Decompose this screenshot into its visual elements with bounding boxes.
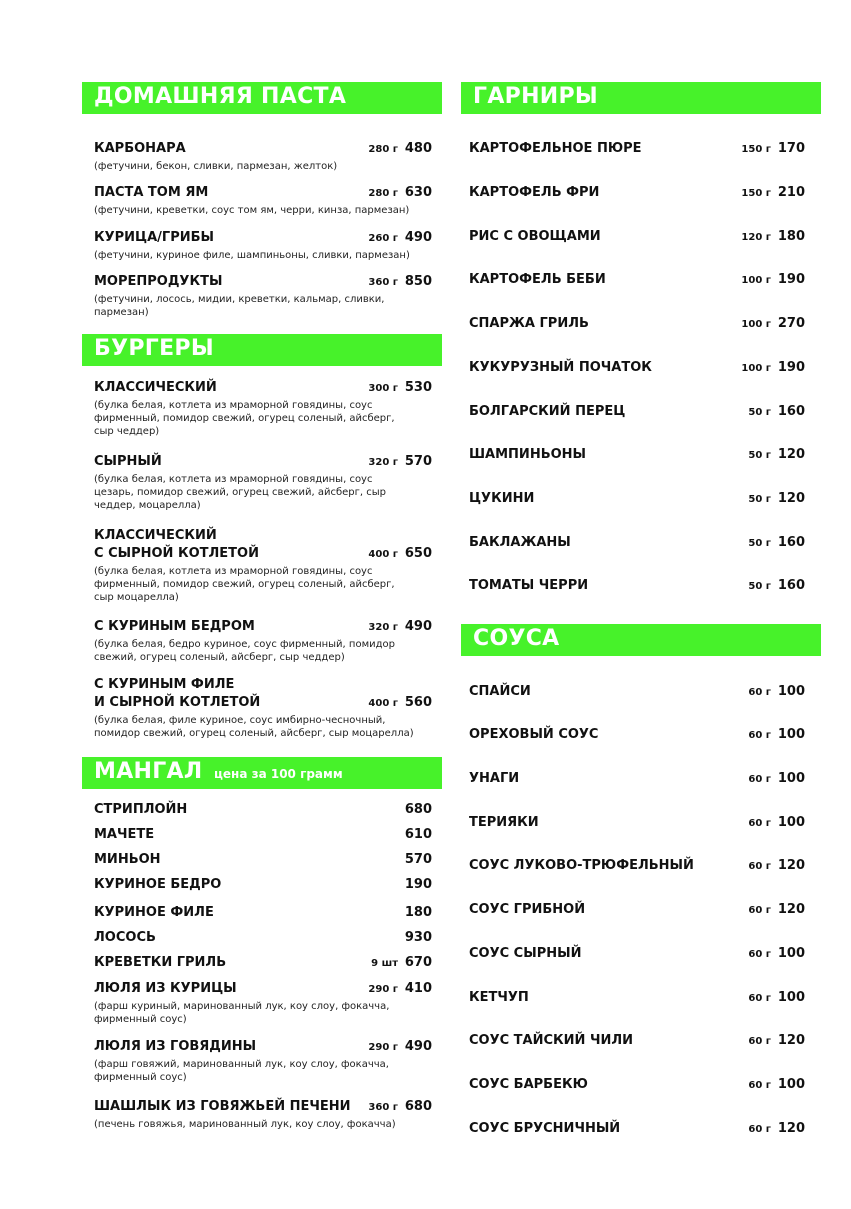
item-weight: 290 г [368,984,398,995]
item-description: (булка белая, филе куриное, соус имбирно-чесночный, помидор свежий, огурец соленый, айсберг, сыр моцарелла) [94,715,414,739]
sides-header [461,82,821,114]
item-price: 630 [404,185,432,200]
item-price: 100 [777,771,805,786]
item-price: 210 [777,185,805,200]
item-name: СТРИПЛОЙН [94,802,188,817]
item-price: 100 [777,990,805,1005]
pasta-title: ДОМАШНЯЯ ПАСТА [94,84,347,109]
item-price: 120 [777,447,805,462]
sauces-item [469,901,805,921]
item-price: 170 [777,141,805,156]
sauces-item [469,989,805,1009]
pasta-item [94,184,432,217]
item-weight: 360 г [368,277,398,288]
item-name: СОУС СЫРНЫЙ [469,946,582,961]
item-price: 180 [777,229,805,244]
item-price: 570 [404,852,432,867]
item-price: 480 [404,141,432,156]
item-price: 100 [777,815,805,830]
item-description: (булка белая, котлета из мраморной говядины, соус фирменный, помидор свежий, огурец соленый, айсберг, сыр моцарелла) [94,566,395,603]
item-weight: 360 г [368,1102,398,1113]
item-name: ОРЕХОВЫЙ СОУС [469,727,599,742]
item-description: (фетучини, бекон, сливки, пармезан, желток) [94,161,338,172]
item-description: (булка белая, бедро куриное, соус фирменный, помидор свежий, огурец соленый, айсберг, сыр чеддер) [94,639,395,663]
item-name: МОРЕПРОДУКТЫ [94,274,223,289]
grill-title: МАНГАЛ [94,759,203,784]
item-name: СПАРЖА ГРИЛЬ [469,316,589,331]
grill-item [94,826,432,844]
item-weight: 60 г [748,1124,771,1135]
item-name: БАКЛАЖАНЫ [469,535,571,550]
item-description: (фетучини, куриное филе, шампиньоны, сливки, пармезан) [94,250,410,261]
item-price: 680 [404,1099,432,1114]
item-description: (фетучини, креветки, соус том ям, черри, кинза, пармезан) [94,205,410,216]
item-weight: 50 г [748,538,771,549]
sides-item [469,403,805,423]
burgers-item [94,453,432,512]
pasta-item [94,140,432,173]
pasta-header [82,82,442,114]
item-weight: 60 г [748,993,771,1004]
item-weight: 120 г [741,232,771,243]
item-price: 190 [777,360,805,375]
item-name: ЛЮЛЯ ИЗ КУРИЦЫ [94,981,237,996]
burgers-item [94,618,432,664]
item-name-line2: С СЫРНОЙ КОТЛЕТОЙ [94,546,259,561]
item-name: КАРТОФЕЛЬ БЕБИ [469,272,606,287]
burgers-header [82,334,442,366]
grill-item [94,929,432,947]
item-description: (фарш говяжий, маринованный лук, коу слоу, фокачча, фирменный соус) [94,1059,389,1083]
item-price: 160 [777,404,805,419]
item-price: 670 [404,955,432,970]
item-name: КЕТЧУП [469,990,529,1005]
item-name: УНАГИ [469,771,520,786]
item-name: СПАЙСИ [469,684,531,699]
item-price: 100 [777,1077,805,1092]
sides-item [469,490,805,510]
sides-item [469,271,805,291]
item-weight: 60 г [748,949,771,960]
item-weight: 150 г [741,144,771,155]
item-price: 650 [404,546,432,561]
item-weight: 50 г [748,581,771,592]
item-name: КЛАССИЧЕСКИЙ [94,380,217,395]
sauces-item [469,726,805,746]
item-description: (фетучини, лосось, мидии, креветки, кальмар, сливки, пармезан) [94,294,385,318]
sides-item [469,534,805,554]
item-weight: 300 г [368,383,398,394]
item-price: 120 [777,1121,805,1136]
item-weight: 50 г [748,494,771,505]
item-price: 530 [404,380,432,395]
item-weight: 320 г [368,457,398,468]
item-name: СОУС БАРБЕКЮ [469,1077,588,1092]
item-price: 410 [404,981,432,996]
item-name: ТОМАТЫ ЧЕРРИ [469,578,589,593]
item-name: СОУС ЛУКОВО-ТРЮФЕЛЬНЫЙ [469,858,694,873]
grill-item [94,904,432,922]
sauces-item [469,945,805,965]
item-weight: 60 г [748,730,771,741]
item-price: 190 [777,272,805,287]
sauces-item [469,1076,805,1096]
item-name: СЫРНЫЙ [94,454,162,469]
item-weight: 400 г [368,549,398,560]
item-price: 490 [404,1039,432,1054]
grill-header [82,757,442,789]
item-price: 850 [404,274,432,289]
item-name: КУРИНОЕ ФИЛЕ [94,905,214,920]
item-price: 120 [777,858,805,873]
item-name: С КУРИНЫМ ФИЛЕ [94,677,235,692]
sides-item [469,315,805,335]
item-price: 100 [777,946,805,961]
item-name: КУРИНОЕ БЕДРО [94,877,222,892]
item-name: ШАМПИНЬОНЫ [469,447,587,462]
sauces-item [469,1120,805,1140]
item-weight: 100 г [741,275,771,286]
burgers-item [94,379,432,438]
item-name: РИС С ОВОЩАМИ [469,229,601,244]
burgers-item [94,676,432,740]
item-price: 100 [777,727,805,742]
item-name: КАРБОНАРА [94,141,186,156]
item-weight: 150 г [741,188,771,199]
item-description: (печень говяжья, маринованный лук, коу слоу, фокачча) [94,1119,396,1130]
burgers-item [94,527,432,604]
item-weight: 100 г [741,363,771,374]
item-name: КУКУРУЗНЫЙ ПОЧАТОК [469,360,652,375]
item-price: 190 [404,877,432,892]
item-weight: 280 г [368,188,398,199]
item-price: 680 [404,802,432,817]
item-name: КАРТОФЕЛЬ ФРИ [469,185,600,200]
sides-title: ГАРНИРЫ [473,84,599,109]
item-name: С КУРИНЫМ БЕДРОМ [94,619,255,634]
item-price: 490 [404,230,432,245]
item-price: 160 [777,535,805,550]
grill-item [94,954,432,972]
item-weight: 60 г [748,861,771,872]
item-price: 120 [777,902,805,917]
item-name: СОУС БРУСНИЧНЫЙ [469,1121,621,1136]
sides-item [469,184,805,204]
item-weight: 60 г [748,818,771,829]
grill-item [94,1098,432,1131]
item-name: КРЕВЕТКИ ГРИЛЬ [94,955,227,970]
grill-subtitle: цена за 100 грамм [214,767,343,781]
item-weight: 60 г [748,687,771,698]
pasta-item [94,273,432,319]
item-name: БОЛГАРСКИЙ ПЕРЕЦ [469,404,626,419]
item-name: СОУС ГРИБНОЙ [469,902,586,917]
grill-item [94,1038,432,1084]
item-price: 120 [777,491,805,506]
sauces-header [461,624,821,656]
item-weight: 50 г [748,450,771,461]
item-weight: 60 г [748,1036,771,1047]
item-price: 160 [777,578,805,593]
item-weight: 260 г [368,233,398,244]
sides-item [469,577,805,597]
item-name: ЛОСОСЬ [94,930,156,945]
burgers-title: БУРГЕРЫ [94,336,214,361]
item-price: 930 [404,930,432,945]
grill-item [94,801,432,819]
item-weight: 60 г [748,774,771,785]
item-price: 490 [404,619,432,634]
sauces-item [469,857,805,877]
item-weight: 50 г [748,407,771,418]
item-weight: 320 г [368,622,398,633]
item-weight: 60 г [748,905,771,916]
item-name: ПАСТА ТОМ ЯМ [94,185,209,200]
item-name: КАРТОФЕЛЬНОЕ ПЮРЕ [469,141,642,156]
item-name: ЦУКИНИ [469,491,535,506]
item-name: ШАШЛЫК ИЗ ГОВЯЖЬЕЙ ПЕЧЕНИ [94,1099,351,1114]
item-weight: 400 г [368,698,398,709]
sauces-item [469,814,805,834]
item-description: (фарш куриный, маринованный лук, коу слоу, фокачча, фирменный соус) [94,1001,390,1025]
sauces-item [469,770,805,790]
item-name: МИНЬОН [94,852,161,867]
item-name: МАЧЕТЕ [94,827,155,842]
item-weight: 290 г [368,1042,398,1053]
item-name: КЛАССИЧЕСКИЙ [94,528,217,543]
grill-item [94,851,432,869]
item-price: 120 [777,1033,805,1048]
item-name: СОУС ТАЙСКИЙ ЧИЛИ [469,1033,634,1048]
sauces-item [469,1032,805,1052]
grill-item [94,876,432,894]
item-price: 100 [777,684,805,699]
item-weight: 100 г [741,319,771,330]
sauces-title: СОУСА [473,626,560,651]
item-price: 570 [404,454,432,469]
sides-item [469,140,805,160]
item-name: ЛЮЛЯ ИЗ ГОВЯДИНЫ [94,1039,257,1054]
item-description: (булка белая, котлета из мраморной говядины, соус фирменный, помидор свежий, огурец соленый, айсберг, сыр чеддер) [94,400,395,437]
item-price: 180 [404,905,432,920]
item-weight: 60 г [748,1080,771,1091]
item-price: 560 [404,695,432,710]
item-name: ТЕРИЯКИ [469,815,539,830]
pasta-item [94,229,432,262]
item-price: 610 [404,827,432,842]
sides-item [469,228,805,248]
grill-item [94,980,432,1026]
item-weight: 280 г [368,144,398,155]
item-price: 270 [777,316,805,331]
item-description: (булка белая, котлета из мраморной говядины, соус цезарь, помидор свежий, огурец свежий, айсберг, сыр чеддер, моцарелла) [94,474,386,511]
item-weight: 9 шт [371,958,398,969]
sauces-item [469,683,805,703]
sides-item [469,359,805,379]
item-name: КУРИЦА/ГРИБЫ [94,230,214,245]
item-name-line2: И СЫРНОЙ КОТЛЕТОЙ [94,695,261,710]
sides-item [469,446,805,466]
